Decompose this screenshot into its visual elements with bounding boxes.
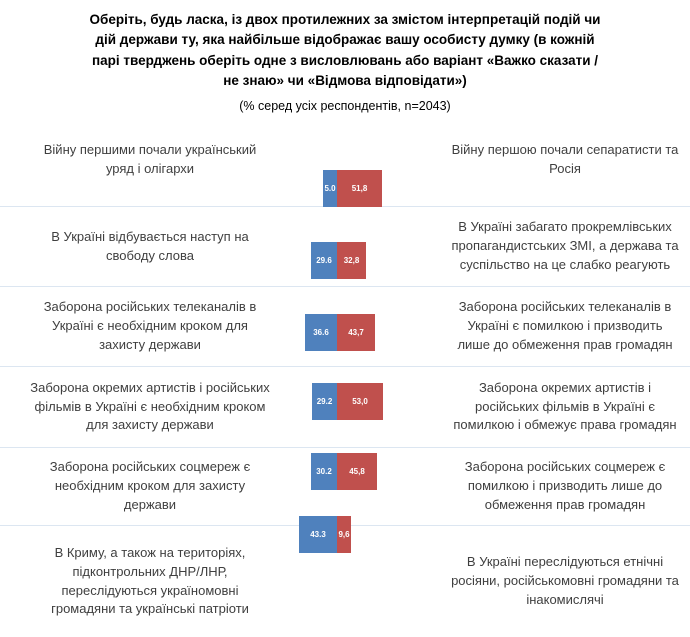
statement-row [0,525,690,637]
bar-value: 5.0 [324,184,336,193]
statement-row [0,206,690,286]
right-statement: Заборона російських телеканалів в Україні є помилкою і призводить лише до обмеження прав громадян [457,299,673,352]
right-option-bar [337,314,375,351]
right-statement: Заборона російських соцмереж є помилкою і призводить лише до обмеження прав громадян [464,459,666,512]
bar-value: 29.2 [316,397,333,406]
left-statement: В Криму, а також на територіях, підконтрольних ДНР/ЛНР, переслідуються україномовні громадяни та українські патріоти [51,544,249,617]
right-option-bar [337,383,383,420]
left-statement: В Україні відбувається наступ на свободу слова [51,228,249,263]
left-option-bar [323,170,337,207]
right-statement: Заборона окремих артистів і російських фільмів в Україні є помилкою і обмежує права громадян [453,379,677,433]
left-option-bar [311,242,337,279]
statement-row [0,447,690,525]
bar-value: 43.3 [310,530,326,539]
bar-value: 53,0 [352,397,368,406]
bar-value: 9,6 [338,530,350,539]
left-statement: Заборона російських соцмереж є необхідним кроком для захисту держави [49,459,251,512]
bar-value: 29.6 [316,256,332,265]
left-option-bar [299,516,337,553]
left-statement: Заборона російських телеканалів в Україні є необхідним кроком для захисту держави [43,299,257,352]
right-option-bar [337,242,366,279]
left-option-bar [312,383,337,420]
statement-row [0,366,690,447]
paired-bar-chart [0,137,690,637]
left-statement: Заборона окремих артистів і російських фільмів в Україні є необхідним кроком для захисту держави [30,379,270,433]
statement-row [0,286,690,366]
bar-value: 51,8 [351,184,368,193]
left-statement: Війну першими почали український уряд і олігархи [43,142,257,176]
bar-value: 45,8 [349,467,365,476]
right-option-bar [337,516,351,553]
left-option-bar [311,453,337,490]
chart-title: Оберіть, будь ласка, із двох протилежних за змістом інтерпретацій подій чи дій держави ту, яка найбільше відображає вашу особисту думку (в кожній парі тверджень оберіть одне з висловлювань або варіант «Важко сказати / не знаю» чи «Відмова відповідати») [89,12,601,88]
statement-row [0,137,690,206]
chart-subtitle: (% серед усіх респондентів, n=2043) [239,99,451,113]
right-option-bar [337,453,377,490]
right-option-bar [337,170,382,207]
bar-value: 30.2 [316,467,332,476]
left-option-bar [305,314,337,351]
bar-value: 36.6 [313,328,329,337]
bar-value: 43,7 [348,328,364,337]
right-statement: В Україні переслідуються етнічні росіяни, російськомовні громадяни та інакомислячі [451,554,679,607]
right-statement: Війну першою почали сепаратисти та Росія [451,142,679,176]
right-statement: В Україні забагато прокремлівських пропагандистських ЗМІ, а держава та суспільство на це слабко реагують [451,219,679,272]
bar-value: 32,8 [343,256,360,265]
